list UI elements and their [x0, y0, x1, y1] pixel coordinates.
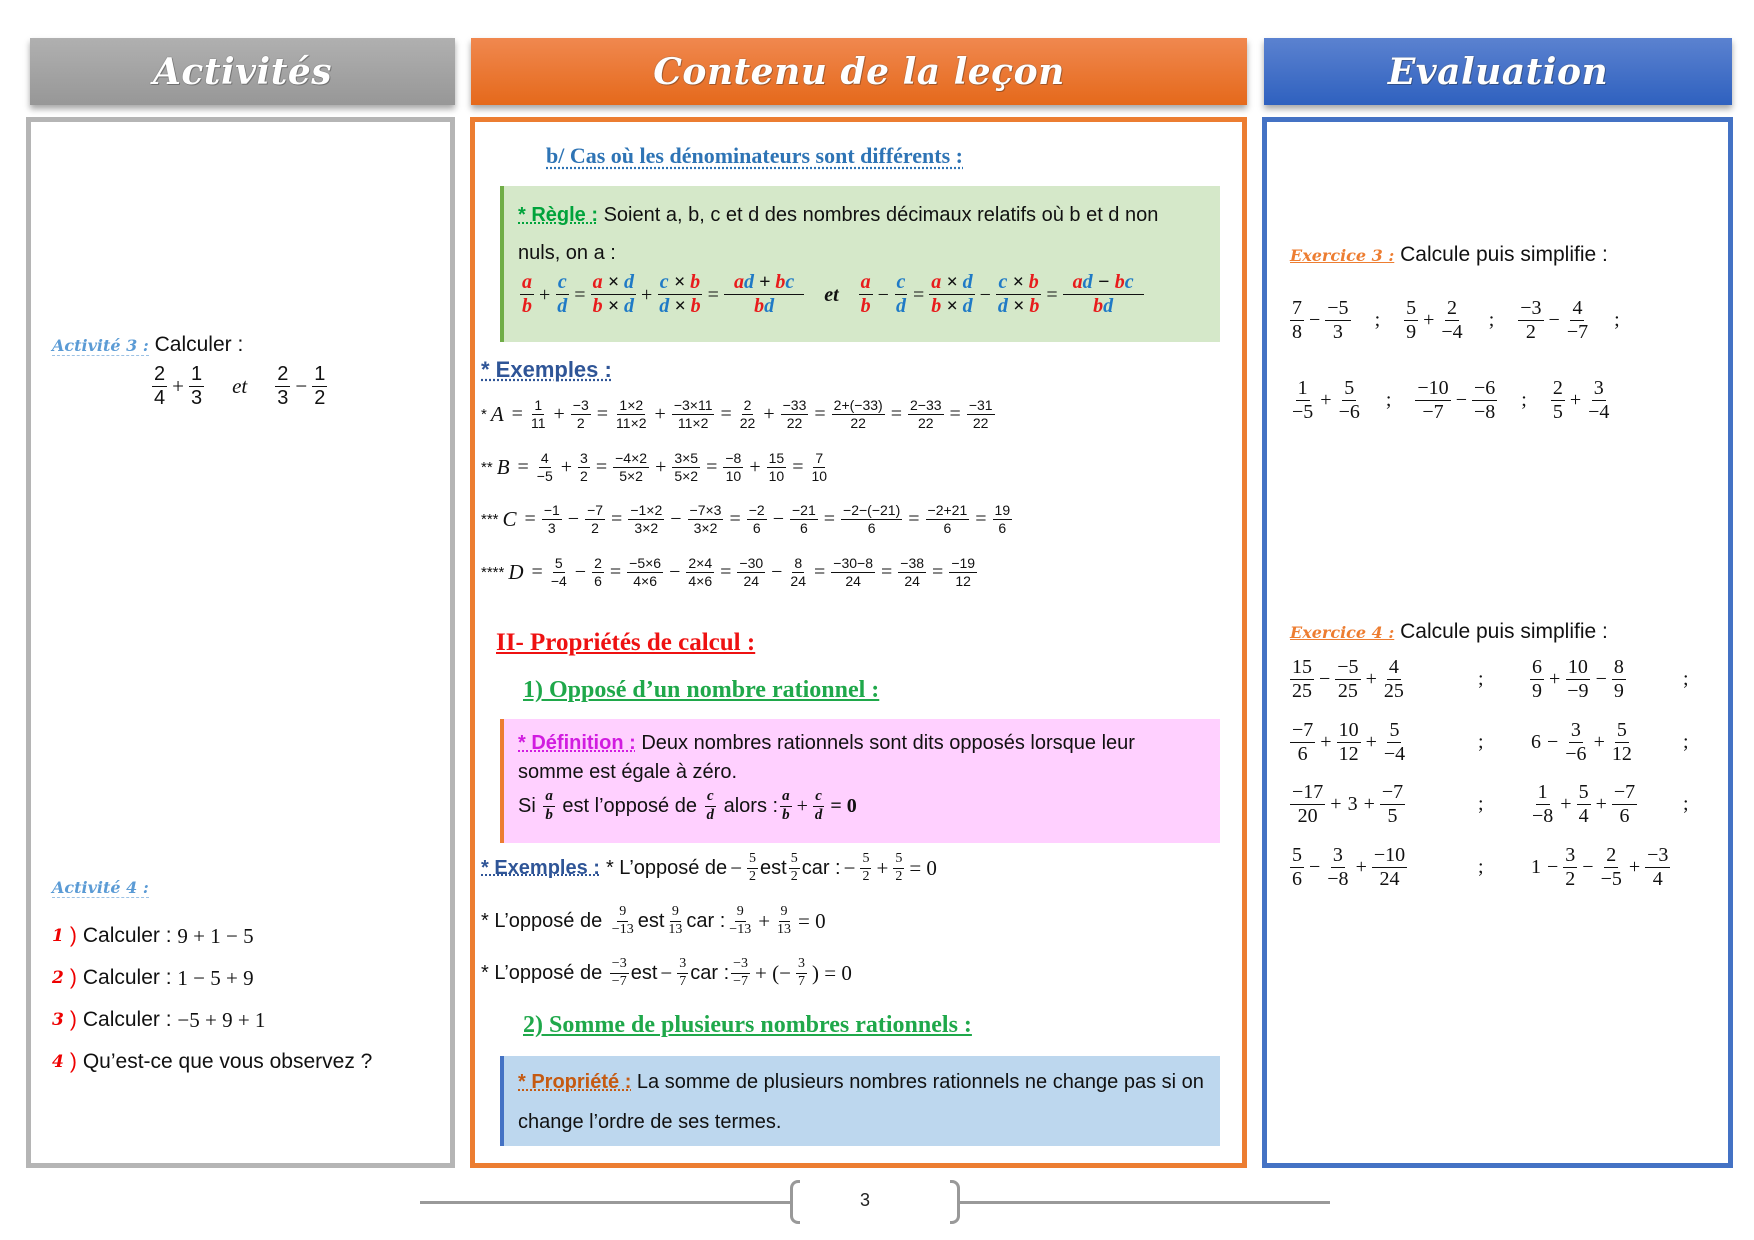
exercice-4-text: Calcule puis simplifie :: [1400, 620, 1608, 643]
fraction: $\frac{-8}{10}$: [725, 450, 742, 484]
fraction: $\frac{3}{-6}$: [1565, 719, 1587, 765]
fraction: $\frac{2}{6}$: [594, 555, 602, 589]
fraction: $\frac{-21}{6}$: [792, 502, 816, 536]
fraction: $\frac{5}{-4}$: [550, 555, 567, 589]
exercice-4: [1290, 620, 1608, 644]
definition-box: [500, 719, 1220, 843]
fraction: $\frac{10}{12}$: [1338, 719, 1359, 765]
opposite-example-2: * L’opposé de $\frac{9}{-13}$ est $\frac{9}{13}$ car : $\frac{9}{-13}$ + $\frac{9}{13}$ = 0: [481, 904, 826, 937]
fraction: $\frac{-6}{-8}$: [1473, 377, 1496, 423]
page-number: 3: [860, 1190, 871, 1210]
exercice-4-row-4: $\frac{5}{6}$ − $\frac{3}{-8}$ + $\frac{-10}{24}$ ; 1 − $\frac{3}{2}$ − $\frac{2}{-5}$ + $\frac{-3}{4}$: [1292, 844, 1669, 890]
property-box: [500, 1056, 1220, 1146]
exercice-4-row-2: $\frac{-7}{6}$ + $\frac{10}{12}$ + $\frac{5}{-4}$ ; 6 − $\frac{3}{-6}$ + $\frac{5}{12}$ ;: [1292, 719, 1689, 765]
fraction: $\frac{-17}{20}$: [1292, 781, 1324, 827]
fraction: $\frac{2+(-33)}{22}$: [833, 397, 883, 431]
fraction: $\frac{-1\times 2}{3\times 2}$: [630, 502, 663, 536]
list-item: 4 ) Qu’est-ce que vous observez ?: [52, 1050, 373, 1073]
fraction: $\frac{1\times 2}{11\times 2}$: [616, 397, 647, 431]
fraction: $\frac{-7}{6}$: [1292, 719, 1314, 765]
fraction: $\frac{4}{-7}$: [1566, 297, 1589, 343]
fraction: $\frac{-3}{4}$: [1647, 844, 1669, 890]
activite-4-label: Activité 4 :: [52, 878, 149, 897]
fraction: $\frac{1}{11}$: [530, 397, 546, 431]
fraction: $\frac{15}{10}$: [768, 450, 785, 484]
exercice-3: [1290, 243, 1608, 267]
list-item: 3 ) Calculer : −5 + 9 + 1: [52, 1007, 266, 1032]
examples-heading: * Exemples :: [481, 357, 612, 382]
fraction: $\frac{3}{-4}$: [1588, 377, 1610, 423]
fraction: $\frac{5}{-4}$: [1383, 719, 1406, 765]
fraction: $\frac{1}{-5}$: [1292, 377, 1314, 423]
fraction: $\frac{-3}{2}$: [1520, 297, 1542, 343]
exercice-4-label: Exercice 4 :: [1290, 623, 1395, 642]
fraction: $\frac{-10}{-7}$: [1417, 377, 1449, 423]
fraction: $\frac{-30}{24}$: [739, 555, 764, 589]
activite-3-text: Calculer :: [154, 333, 244, 356]
exercice-3-row-1: $\frac{7}{8}$ − $\frac{-5}{3}$ ; $\frac{5}{9}$ + $\frac{2}{-4}$ ; $\frac{-3}{2}$ − $\frac{4}{-7}$ ;: [1292, 297, 1620, 343]
definition-label: * Définition :: [518, 732, 636, 754]
fraction: $\frac{3\times 5}{5\times 2}$: [674, 450, 699, 484]
fraction: $\frac{7}{10}$: [811, 450, 828, 484]
fraction: $\frac{-7}{6}$: [1613, 781, 1636, 827]
exercice-4-row-1: $\frac{15}{25}$ − $\frac{-5}{25}$ + $\frac{4}{25}$ ; $\frac{6}{9}$ + $\frac{10}{-9}$ − $\frac{8}{9}$ ;: [1292, 656, 1689, 702]
fraction: $\frac{5}{-6}$: [1338, 377, 1360, 423]
fraction: $\frac{-33}{22}$: [782, 397, 807, 431]
opposite-example-3: * L’opposé de $\frac{-3}{-7}$ est − $\frac{3}{7}$ car : $\frac{-3}{-7}$ + (− $\frac{3}{7}$ ) = 0: [481, 956, 852, 989]
fraction: $\frac{-3}{2}$: [572, 397, 589, 431]
fraction: $\frac{-19}{12}$: [951, 555, 976, 589]
header-contenu: Contenu de la leçon: [471, 38, 1247, 105]
header-activites: Activités: [30, 38, 455, 105]
fraction: $\frac{5}{4}$: [1578, 781, 1589, 827]
fraction: $\frac{4}{-5}$: [536, 450, 553, 484]
rule-text: Soient a, b, c et d des nombres décimaux relatifs où b et d non nuls, on a :: [518, 204, 1159, 264]
example-a: * A = $\frac{1}{11}$ + $\frac{-3}{2}$ = $\frac{1\times 2}{11\times 2}$ + $\frac{-3\times 11}{11\times 2}$ = $\frac{2}{22}$ + $\frac{-33}{22}$ = $\frac{2+(-33)}{22}$ = $\frac{2-33}{22}$ = $\frac{-31}{22}$: [481, 397, 993, 431]
fraction: $\frac{-3\times 11}{11\times 2}$: [673, 397, 713, 431]
fraction: $\frac{3}{2}$: [580, 450, 588, 484]
fraction: $\frac{-38}{24}$: [900, 555, 925, 589]
fraction: $\frac{3}{-8}$: [1327, 844, 1349, 890]
example-b: ** B = $\frac{4}{-5}$ + $\frac{3}{2}$ = $\frac{-4\times 2}{5\times 2}$ + $\frac{3\times 5}{5\times 2}$ = $\frac{-8}{10}$ + $\frac{15}{10}$ = $\frac{7}{10}$: [481, 450, 828, 484]
fraction: $\frac{-31}{22}$: [968, 397, 993, 431]
fraction: $\frac{-5}{3}$: [1327, 297, 1349, 343]
rule-box: [500, 186, 1220, 342]
list-item: 2 ) Calculer : 1 − 5 + 9: [52, 965, 254, 990]
activite-3: [52, 333, 243, 357]
opposite-example-1: * Exemples : * L’opposé de − $\frac{5}{2}$ est $\frac{5}{2}$ car : − $\frac{5}{2}$ + $\frac{5}{2}$ = 0: [481, 851, 937, 884]
fraction: $\frac{2}{-5}$: [1600, 844, 1622, 890]
rule-label: * Règle :: [518, 204, 599, 226]
fraction: $\frac{5}{6}$: [1292, 844, 1302, 890]
section-1-title: 1) Opposé d’un nombre rationnel :: [523, 677, 880, 703]
list-item: 1 ) Calculer : 9 + 1 − 5: [52, 923, 254, 948]
exercice-3-row-2: $\frac{1}{-5}$ + $\frac{5}{-6}$ ; $\frac{-10}{-7}$ − $\frac{-6}{-8}$ ; $\frac{2}{5}$ + $\frac{3}{-4}$: [1292, 377, 1610, 423]
fraction: $\frac{2}{-4}$: [1441, 297, 1463, 343]
definition-text: Deux nombres rationnels sont dits opposés lorsque leur somme est égale à zéro.: [518, 732, 1135, 783]
fraction: $\frac{-7}{5}$: [1381, 781, 1404, 827]
fraction: $\frac{2\times 4}{4\times 6}$: [688, 555, 713, 589]
fraction: $\frac{-7\times 3}{3\times 2}$: [689, 502, 722, 536]
fraction: $\frac{4}{25}$: [1383, 656, 1404, 702]
fraction: $\frac{3}{2}$: [1565, 844, 1576, 890]
activite-4: [52, 878, 149, 898]
fraction: $\frac{5}{12}$: [1611, 719, 1632, 765]
footer-line-left: [420, 1201, 792, 1204]
fraction: $\frac{15}{25}$: [1292, 656, 1312, 702]
fraction: $\frac{6}{9}$: [1532, 656, 1542, 702]
fraction: $\frac{-5\times 6}{4\times 6}$: [629, 555, 662, 589]
example-d: **** D = $\frac{5}{-4}$ − $\frac{2}{6}$ = $\frac{-5\times 6}{4\times 6}$ − $\frac{2\times 4}{4\times 6}$ = $\frac{-30}{24}$ − $\frac{8}{24}$ = $\frac{-30-8}{24}$ = $\frac{-38}{24}$ = $\frac{-19}{12}$: [481, 555, 976, 589]
opposite-examples-label: * Exemples :: [481, 856, 600, 879]
fraction: $\frac{8}{24}$: [790, 555, 806, 589]
fraction: $\frac{19}{6}$: [994, 502, 1011, 536]
fraction: $\frac{-2+21}{6}$: [927, 502, 968, 536]
section-ii-title: II- Propriétés de calcul :: [496, 629, 756, 656]
fraction: $\frac{-2-(-21)}{6}$: [843, 502, 901, 536]
fraction: $\frac{-1}{3}$: [543, 502, 560, 536]
activite-3-label: Activité 3 :: [52, 336, 149, 355]
footer-bracket-left: [790, 1180, 800, 1224]
exercice-3-text: Calcule puis simplifie :: [1400, 243, 1608, 266]
section-2-title: 2) Somme de plusieurs nombres rationnels :: [523, 1012, 972, 1038]
exercice-4-row-3: $\frac{-17}{20}$ + 3 + $\frac{-7}{5}$ ; $\frac{1}{-8}$ + $\frac{5}{4}$ + $\frac{-7}{6}$ ;: [1292, 781, 1689, 827]
rule-formula: $\frac{a}{b}$ + $\frac{c}{d}$ = $\frac{a \times d}{b \times d}$ + $\frac{c \times b}{d \times b}$ = $\frac{ad + bc}{bd}$ et $\frac{a}{b}$ − $\frac{c}{d}$ = $\frac{a \times d}{b \times d}$ − $\frac{c \times b}{d \times b}$ = $\frac{ad - bc}{bd}$: [518, 272, 1206, 317]
fraction: $\frac{-4\times 2}{5\times 2}$: [615, 450, 648, 484]
fraction: $\frac{-30-8}{24}$: [833, 555, 873, 589]
section-b-title: b/ Cas où les dénominateurs sont différents :: [546, 143, 964, 168]
fraction: $\frac{7}{8}$: [1292, 297, 1302, 343]
activite-4-list: [52, 915, 372, 1083]
fraction: $\frac{5}{9}$: [1406, 297, 1417, 343]
fraction: $\frac{-7}{2}$: [587, 502, 604, 536]
fraction: $\frac{2}{5}$: [1552, 377, 1563, 423]
fraction: $\frac{8}{9}$: [1613, 656, 1624, 702]
activite-3-expressions: $\frac{2}{4}$ + $\frac{1}{3}$ et $\frac{2}{3}$ − $\frac{1}{2}$: [154, 363, 326, 409]
header-evaluation: Evaluation: [1264, 38, 1732, 105]
fraction: $\frac{-2}{6}$: [748, 502, 765, 536]
footer-line-right: [960, 1201, 1330, 1204]
footer-bracket-right: [950, 1180, 960, 1224]
fraction: $\frac{2}{22}$: [739, 397, 756, 431]
exercice-3-label: Exercice 3 :: [1290, 246, 1395, 265]
fraction: $\frac{-10}{24}$: [1373, 844, 1406, 890]
definition-formula: Si $\frac{a}{b}$ est l’opposé de $\frac{c}{d}$ alors : $\frac{a}{b}$ + $\frac{c}{d}$ = 0: [518, 788, 857, 823]
fraction: $\frac{1}{-8}$: [1532, 781, 1554, 827]
example-c: *** C = $\frac{-1}{3}$ − $\frac{-7}{2}$ = $\frac{-1\times 2}{3\times 2}$ − $\frac{-7\times 3}{3\times 2}$ = $\frac{-2}{6}$ − $\frac{-21}{6}$ = $\frac{-2-(-21)}{6}$ = $\frac{-2+21}{6}$ = $\frac{19}{6}$: [481, 502, 1011, 536]
property-text: La somme de plusieurs nombres rationnels ne change pas si on change l’ordre de ses termes.: [518, 1071, 1204, 1133]
fraction: $\frac{10}{-9}$: [1567, 656, 1589, 702]
fraction: $\frac{-5}{25}$: [1337, 656, 1359, 702]
property-label: * Propriété :: [518, 1071, 632, 1093]
fraction: $\frac{2-33}{22}$: [909, 397, 942, 431]
